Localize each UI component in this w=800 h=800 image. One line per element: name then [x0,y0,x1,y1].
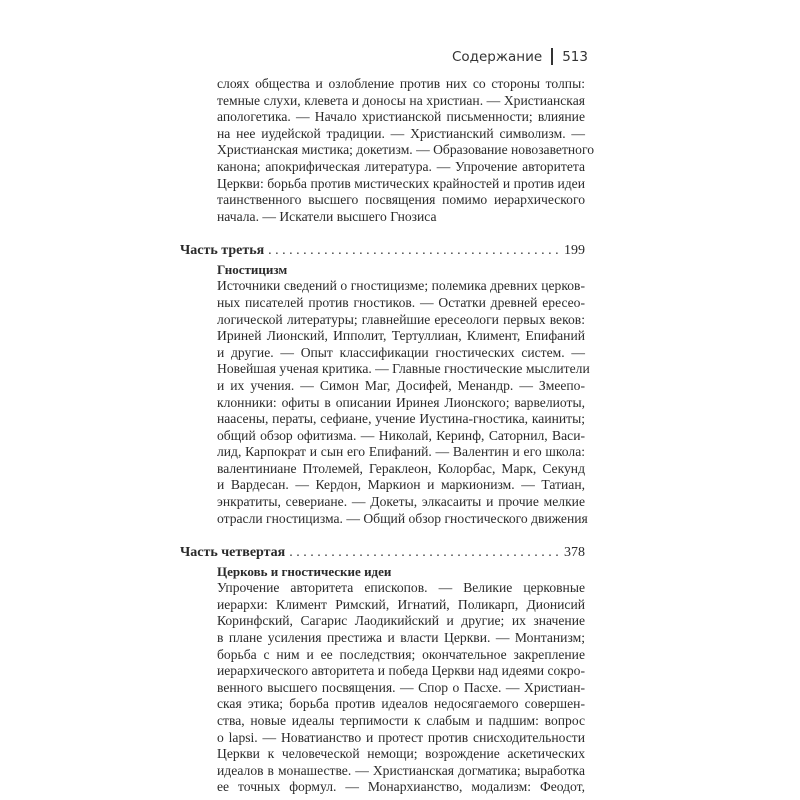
text-line: клонники: офиты в описании Иринея Лионского; варвелиоты, [217,394,585,410]
text-line: наасены, ператы, сефиане, учение Иустина-гностика, каиниты; [217,411,585,427]
part-title: Часть третья [180,243,265,259]
part-title: Часть четвертая [180,545,286,561]
part-page-number: 199 [564,243,585,259]
text-line: и другие. — Опыт классификации гностических систем. — [217,344,585,360]
text-line: апологетика. — Начало христианской письменности; влияние [217,109,585,125]
text-line: лид, Карпократ и сын его Епифаний. — Валентин и его школа: [217,444,585,460]
running-head-divider [551,48,553,65]
text-line: о lapsi. — Новатианство и протест против снисходительности [217,729,585,745]
running-head-page-number: 513 [562,48,588,65]
part-description [217,278,590,527]
text-line: слоях общества и озлобление против них со стороны толпы: [217,76,585,91]
text-line: Упрочение авторитета епископов. — Великие церковные [217,580,585,596]
text-line: Ириней Лионский, Ипполит, Тертуллиан, Климент, Епифаний [217,328,585,344]
dot-leader [268,243,560,259]
text-line: в плане усиления престижа и власти Церкви. — Монтанизм; [217,630,585,646]
running-head-title: Содержание [451,48,543,65]
part-page-number: 378 [564,545,585,561]
text-line: валентиниане Птолемей, Гераклеон, Колорбас, Марк, Секунд [217,460,585,476]
text-line: и их учения. — Симон Маг, Досифей, Менандр. — Змеепо- [217,377,585,393]
text-line: ства, новые идеалы терпимости к слабым и падшим: вопрос [217,713,585,728]
text-line: иерархи: Климент Римский, Игнатий, Поликарп, Дионисий [217,596,585,612]
toc-entry-part-three[interactable] [180,243,585,259]
text-line: венного высшего посвящения. — Спор о Пасхе. — Христиан- [217,679,585,695]
text-line: Церкви к человеческой немощи; возрождение аскетических [217,746,585,762]
text-line: отрасли гностицизма. — Общий обзор гностического движения [217,510,588,526]
toc-entry-part-four[interactable] [180,545,585,561]
text-line: таинственного высшего посвящения помимо иерархического [217,192,585,208]
text-line: идеалов в монашестве. — Христианская догматика; выработка [217,762,585,778]
text-line: Церкви: борьба против мистических крайностей и против идеи [217,175,585,191]
text-line: Новейшая ученая критика. — Главные гностические мыслители [217,361,590,377]
part-subtitle: Гностицизм [217,262,288,278]
dot-leader [289,545,560,561]
text-line: Коринфский, Сагарис Лаодикийский и другие; их значение [217,613,585,629]
text-line: ская этика; борьба против идеалов недосягаемого совершен- [217,696,585,712]
part-description [217,580,585,796]
text-line: ных писателей против гностиков. — Остатки древней ересео- [217,294,585,310]
text-line: и Вардесан. — Кердон, Маркион и маркионизм. — Татиан, [217,477,585,493]
continuation-paragraph [217,76,595,225]
text-line: начала. — Искатели высшего Гнозиса [217,208,437,224]
part-subtitle: Церковь и гностические идеи [217,564,392,580]
text-line: энкратиты, севериане. — Докеты, элкасаиты и прочие мелкие [217,494,585,510]
toc-content [180,76,595,796]
text-line: борьба с ним и ее последствия; окончательное закрепление [217,646,585,662]
running-head [452,48,588,65]
text-line: Христианская мистика; докетизм. — Образование новозаветного [217,142,595,158]
text-line: на нее иудейской традиции. — Христианский символизм. — [217,125,585,141]
text-line: иерархического авторитета и победа Церкви над идеями сокро- [217,663,585,679]
text-line: темные слухи, клевета и доносы на христиан. — Христианская [217,92,585,108]
text-line: ее точных формул. — Монархианство, модализм: Феодот, [217,779,585,795]
text-line: канона; апокрифическая литература. — Упрочение авторитета [217,158,585,174]
text-line: общий обзор офитизма. — Николай, Керинф, Саторнил, Васи- [217,427,585,443]
text-line: логической литературы; главнейшие ересеологи первых веков: [217,311,585,327]
text-line: Источники сведений о гностицизме; полемика древних церков- [217,278,585,294]
